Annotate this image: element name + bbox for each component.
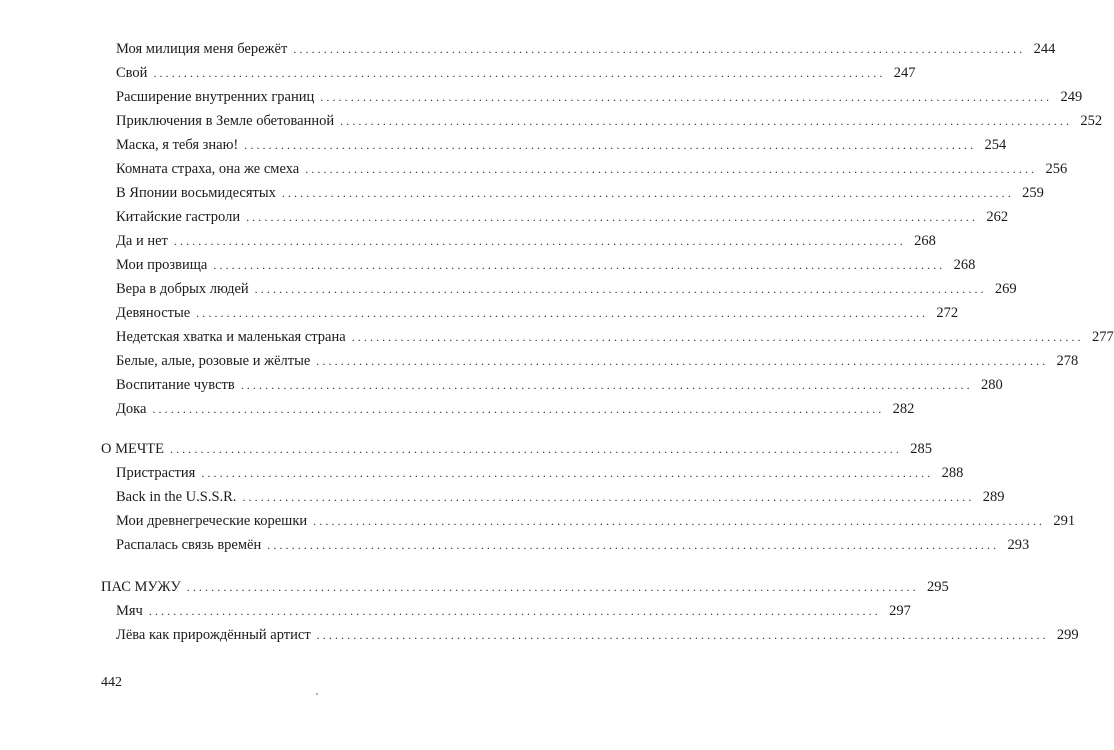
toc-entry-page: 272 <box>936 305 959 321</box>
toc-entry-page: 252 <box>1080 113 1103 129</box>
toc-entry <box>116 206 1009 228</box>
dot-leader: ........................................................................................................................ <box>320 90 1053 104</box>
toc-entry-title: Свой <box>116 65 148 81</box>
dot-leader: ........................................................................................................................ <box>254 282 987 296</box>
dot-leader: ........................................................................................................................ <box>293 42 1026 56</box>
toc-entry-page: 262 <box>986 209 1009 225</box>
toc-entry-title: ПАС МУЖУ <box>101 579 181 595</box>
toc-entry-page: 244 <box>1033 41 1056 57</box>
toc-entry-page: 256 <box>1045 161 1068 177</box>
toc-entry-title: В Японии восьмидесятых <box>116 185 276 201</box>
toc-entry <box>116 624 1079 646</box>
dot-leader: ........................................................................................................................ <box>152 402 885 416</box>
toc-entry <box>116 134 1007 156</box>
toc-entry <box>116 398 915 420</box>
toc-entry <box>101 438 932 460</box>
toc-entry-title: Маска, я тебя знаю! <box>116 137 239 153</box>
toc-entry <box>116 486 1005 508</box>
dot-leader: ........................................................................................................................ <box>148 604 881 618</box>
toc-entry <box>116 462 964 484</box>
toc-entry-title: Китайские гастроли <box>116 209 241 225</box>
toc-entry-page: 254 <box>984 137 1007 153</box>
toc-entry <box>116 158 1068 180</box>
toc-entry-title: Back in the U.S.S.R. <box>116 489 237 505</box>
toc-entry-title: Моя милиция меня бережёт <box>116 41 288 57</box>
toc-entry-page: 277 <box>1091 329 1114 345</box>
dot-leader: ........................................................................................................................ <box>281 186 1014 200</box>
dot-leader: ........................................................................................................................ <box>351 330 1084 344</box>
toc-entry-title: Расширение внутренних границ <box>116 89 315 105</box>
toc-entry <box>116 230 936 252</box>
dot-leader: ........................................................................................................................ <box>316 628 1049 642</box>
dot-leader: ........................................................................................................................ <box>244 138 977 152</box>
toc-entry-title: Комната страха, она же смеха <box>116 161 300 177</box>
toc-entry-title: Мяч <box>116 603 143 619</box>
toc-entry <box>116 254 976 276</box>
toc-entry-page: 282 <box>892 401 915 417</box>
dot-leader: ........................................................................................................................ <box>305 162 1038 176</box>
dot-leader: ........................................................................................................................ <box>169 442 902 456</box>
toc-entry <box>116 62 916 84</box>
toc-entry-page: 259 <box>1022 185 1044 201</box>
dot-leader: ........................................................................................................................ <box>267 538 1000 552</box>
toc-entry <box>116 278 1017 300</box>
dot-leader: ........................................................................................................................ <box>201 466 934 480</box>
toc-entry-title: Да и нет <box>116 233 168 249</box>
toc-entry-page: 280 <box>980 377 1003 393</box>
toc-entry-title: Белые, алые, розовые и жёлтые <box>116 353 311 369</box>
toc-entry-title: Распалась связь времён <box>116 537 262 553</box>
dot-leader: ........................................................................................................................ <box>313 514 1046 528</box>
toc-entry-page: 289 <box>982 489 1005 505</box>
toc-entry-title: Дока <box>116 401 147 417</box>
toc-entry-page: 293 <box>1007 537 1030 553</box>
page-number: 442 <box>101 675 122 690</box>
dot-leader: ........................................................................................................................ <box>316 354 1049 368</box>
toc-entry <box>116 110 1103 132</box>
toc-entry-page: 247 <box>893 65 916 81</box>
toc-entry-title: Мои древнегреческие корешки <box>116 513 308 529</box>
toc-entry-page: 249 <box>1060 89 1083 105</box>
dot-leader: ........................................................................................................................ <box>186 580 919 594</box>
toc-entry-title: Приключения в Земле обетованной <box>116 113 335 129</box>
toc-entry-page: 278 <box>1056 353 1079 369</box>
toc-entry-page: 268 <box>914 233 936 249</box>
toc-entry <box>116 534 1030 556</box>
toc-entry-title: Воспитание чувств <box>116 377 235 393</box>
toc-entry <box>116 86 1083 108</box>
dot-leader: ........................................................................................................................ <box>196 306 929 320</box>
toc-entry-page: 285 <box>910 441 932 457</box>
dot-leader: ........................................................................................................................ <box>213 258 946 272</box>
toc-entry <box>101 576 949 598</box>
toc-entry <box>116 302 959 324</box>
toc-entry <box>116 600 911 622</box>
toc-entry-title: Вера в добрых людей <box>116 281 249 297</box>
toc-entry-title: Лёва как прирождённый артист <box>116 627 311 643</box>
toc-entry-title: О МЕЧТЕ <box>101 441 164 457</box>
toc-entry <box>116 510 1076 532</box>
toc-entry-page: 269 <box>994 281 1017 297</box>
dot-leader: ........................................................................................................................ <box>173 234 906 248</box>
toc-entry-title: Пристрастия <box>116 465 196 481</box>
toc-entry-title: Девяностые <box>116 305 191 321</box>
toc-entry-title: Недетская хватка и маленькая страна <box>116 329 346 345</box>
toc-entry-page: 291 <box>1053 513 1076 529</box>
dot-leader: ........................................................................................................................ <box>153 66 886 80</box>
toc-entry <box>116 350 1079 372</box>
dot-leader: ........................................................................................................................ <box>340 114 1073 128</box>
dot-leader: ........................................................................................................................ <box>240 378 973 392</box>
dot-leader: ........................................................................................................................ <box>242 490 975 504</box>
print-speck <box>316 693 318 695</box>
toc-entry-page: 268 <box>953 257 976 273</box>
toc-entry-page: 299 <box>1056 627 1079 643</box>
toc-entry <box>116 326 1114 348</box>
toc-entry <box>116 38 1056 60</box>
toc-entry <box>116 182 1044 204</box>
toc-entry-title: Мои прозвища <box>116 257 208 273</box>
toc-entry <box>116 374 1003 396</box>
toc-entry-page: 297 <box>889 603 911 619</box>
toc-entry-page: 295 <box>926 579 949 595</box>
toc-entry-page: 288 <box>941 465 964 481</box>
dot-leader: ........................................................................................................................ <box>246 210 979 224</box>
